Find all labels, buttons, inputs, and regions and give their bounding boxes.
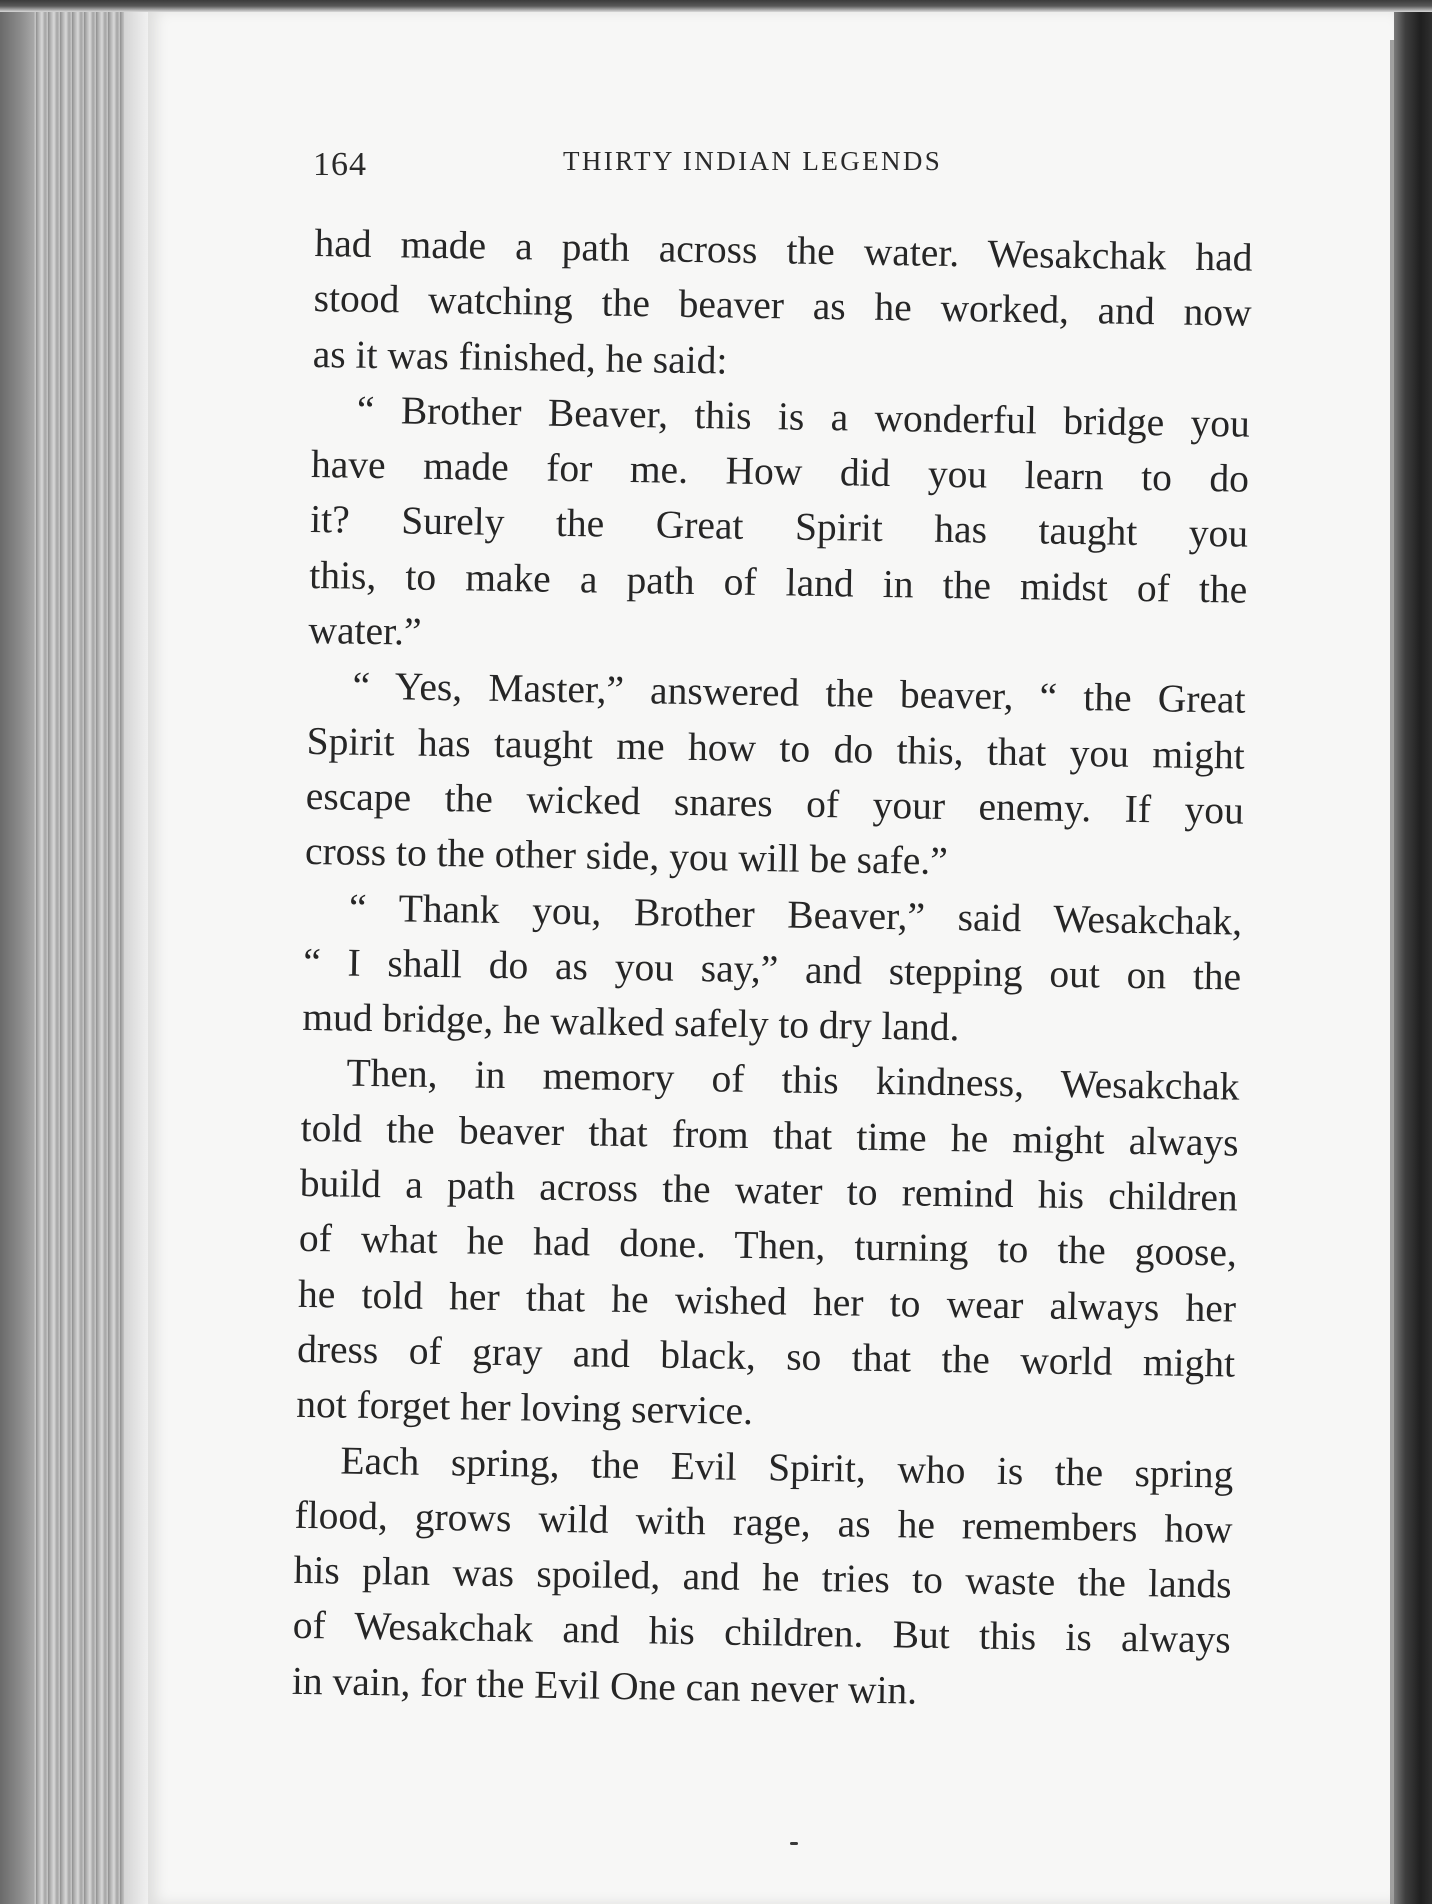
text-line: dress of gray and black, so that the world might xyxy=(296,1326,1236,1386)
paragraph xyxy=(296,1045,1240,1447)
page-header xyxy=(313,140,1003,190)
page-edges-right xyxy=(1394,0,1432,1904)
text-line: “ Thank you, Brother Beaver,” said Wesakchak, xyxy=(348,885,1243,944)
text-line: in vain, for the Evil One can never win. xyxy=(291,1658,918,1713)
paragraph xyxy=(308,382,1250,673)
paragraph xyxy=(312,216,1252,397)
text-line: told the beaver that from that time he might always xyxy=(300,1105,1239,1165)
scan-top-edge xyxy=(0,0,1432,12)
text-line: had made a path across the water. Wesakchak had xyxy=(314,220,1253,280)
text-line: mud bridge, he walked safely to dry land. xyxy=(302,995,960,1050)
text-line: flood, grows wild with rage, as he remembers how xyxy=(294,1492,1233,1552)
text-line: of Wesakchak and his children. But this is always xyxy=(292,1603,1232,1662)
text-line: he told her that he wished her to wear always her xyxy=(297,1271,1237,1331)
page-edges-left xyxy=(0,0,150,1904)
text-line: of what he had done. Then, turning to the goose, xyxy=(298,1216,1238,1275)
text-line: “ I shall do as you say,” and stepping out on the xyxy=(302,939,1242,999)
text-line: not forget her loving service. xyxy=(295,1382,754,1434)
text-line: Spirit has taught me how to do this, that you might xyxy=(306,718,1245,778)
text-line: “ Yes, Master,” answered the beaver, “ the Great xyxy=(352,664,1246,723)
text-line: “ Brother Beaver, this is a wonderful bridge you xyxy=(356,387,1251,446)
text-line: Then, in memory of this kindness, Wesakchak xyxy=(346,1051,1240,1110)
text-line: cross to the other side, you will be safe.” xyxy=(304,829,949,884)
text-line: stood watching the beaver as he worked, and now xyxy=(313,276,1252,336)
text-line: it? Surely the Great Spirit has taught you xyxy=(309,497,1249,557)
text-line: this, to make a path of land in the midst of the xyxy=(309,552,1248,612)
paragraph xyxy=(302,879,1242,1060)
text-line: as it was finished, he said: xyxy=(312,331,728,383)
text-line: escape the wicked snares of your enemy. If you xyxy=(305,773,1245,833)
paragraph xyxy=(292,1432,1234,1723)
paragraph xyxy=(305,658,1246,894)
body-text xyxy=(292,216,1253,1724)
print-speck xyxy=(790,1842,798,1845)
text-line: Each spring, the Evil Spirit, who is the spring xyxy=(340,1438,1234,1497)
text-line: build a path across the water to remind his children xyxy=(299,1160,1239,1220)
page-number: 164 xyxy=(313,146,367,183)
text-line: have made for me. How did you learn to do xyxy=(310,442,1250,501)
text-line: his plan was spoiled, and he tries to waste the lands xyxy=(293,1547,1232,1607)
running-head: THIRTY INDIAN LEGENDS xyxy=(563,146,943,176)
text-line: water.” xyxy=(308,608,422,654)
